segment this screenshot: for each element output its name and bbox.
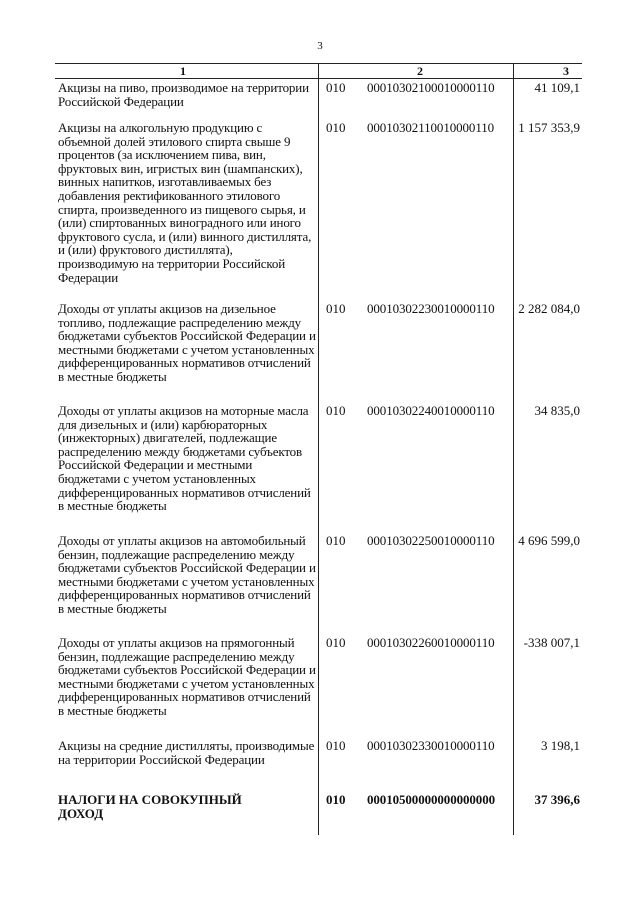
row-description: Акцизы на алкогольную продукцию с объемной долей этилового спирта свыше 9 процентов (за исключением пива, вин, фруктовых вин, игристых вин (шампанских), винных напитков, изготавливаемых без добавления ректификованного этилового спирта, произведенного из пищевого сырья, и (или) спиртованных виноградного или иного фруктового сусла, и (или) винного дистиллята, и (или) фруктового дистиллята), производимую на территории Российской Федерации [58, 120, 312, 285]
row-description: НАЛОГИ НА СОВОКУПНЫЙ ДОХОД [58, 792, 242, 821]
row-amount: 41 109,1 [534, 80, 580, 95]
table-header [55, 63, 582, 79]
row-description: Доходы от уплаты акцизов на автомобильный бензин, подлежащие распределению между бюджетами субъектов Российской Федерации и местными бюджетами с учетом установленных дифференцированных нормативов отчислений в местные бюджеты [58, 533, 316, 616]
row-line-code: 010 [326, 403, 346, 418]
column-divider [513, 63, 514, 835]
header-col-3: 3 [563, 64, 569, 78]
column-divider [318, 63, 319, 835]
row-description: Доходы от уплаты акцизов на прямогонный бензин, подлежащие распределению между бюджетами субъектов Российской Федерации и местными бюджетами с учетом установленных дифференцированных нормативов отчислений в местные бюджеты [58, 635, 316, 718]
row-line-code: 010 [326, 533, 346, 548]
row-description: Акцизы на пиво, производимое на территории Российской Федерации [58, 80, 309, 109]
header-col-1: 1 [180, 64, 186, 78]
row-description: Акцизы на средние дистилляты, производимые на территории Российской Федерации [58, 738, 315, 767]
row-amount: -338 007,1 [523, 635, 580, 650]
row-budget-code: 00010302240010000110 [367, 403, 495, 418]
row-budget-code: 00010302110010000110 [367, 120, 495, 135]
page-number: 3 [317, 40, 323, 52]
row-budget-code: 00010302250010000110 [367, 533, 495, 548]
row-amount: 1 157 353,9 [518, 120, 580, 135]
row-amount: 4 696 599,0 [518, 533, 580, 548]
header-col-2: 2 [417, 64, 423, 78]
row-line-code: 010 [326, 301, 346, 316]
row-amount: 34 835,0 [534, 403, 580, 418]
row-budget-code: 00010302230010000110 [367, 301, 495, 316]
row-description: Доходы от уплаты акцизов на дизельное топливо, подлежащие распределению между бюджетами субъектов Российской Федерации и местными бюджетами с учетом установленных дифференцированных нормативов отчислений в местные бюджеты [58, 301, 316, 384]
row-budget-code: 00010302260010000110 [367, 635, 495, 650]
row-budget-code: 00010302100010000110 [367, 80, 495, 95]
row-description: Доходы от уплаты акцизов на моторные масла для дизельных и (или) карбюраторных (инжекторных) двигателей, подлежащие распределению между бюджетами субъектов Российской Федерации и местными бюджетами с учетом установленных дифференцированных нормативов отчислений в местные бюджеты [58, 403, 311, 514]
row-budget-code: 00010302330010000110 [367, 738, 495, 753]
row-amount: 2 282 084,0 [518, 301, 580, 316]
report-table [55, 63, 582, 835]
row-budget-code: 00010500000000000000 [367, 792, 496, 807]
row-line-code: 010 [326, 80, 346, 95]
row-amount: 37 396,6 [534, 792, 580, 807]
row-line-code: 010 [326, 738, 346, 753]
row-line-code: 010 [326, 120, 346, 135]
row-line-code: 010 [326, 792, 346, 807]
row-line-code: 010 [326, 635, 346, 650]
row-amount: 3 198,1 [541, 738, 580, 753]
